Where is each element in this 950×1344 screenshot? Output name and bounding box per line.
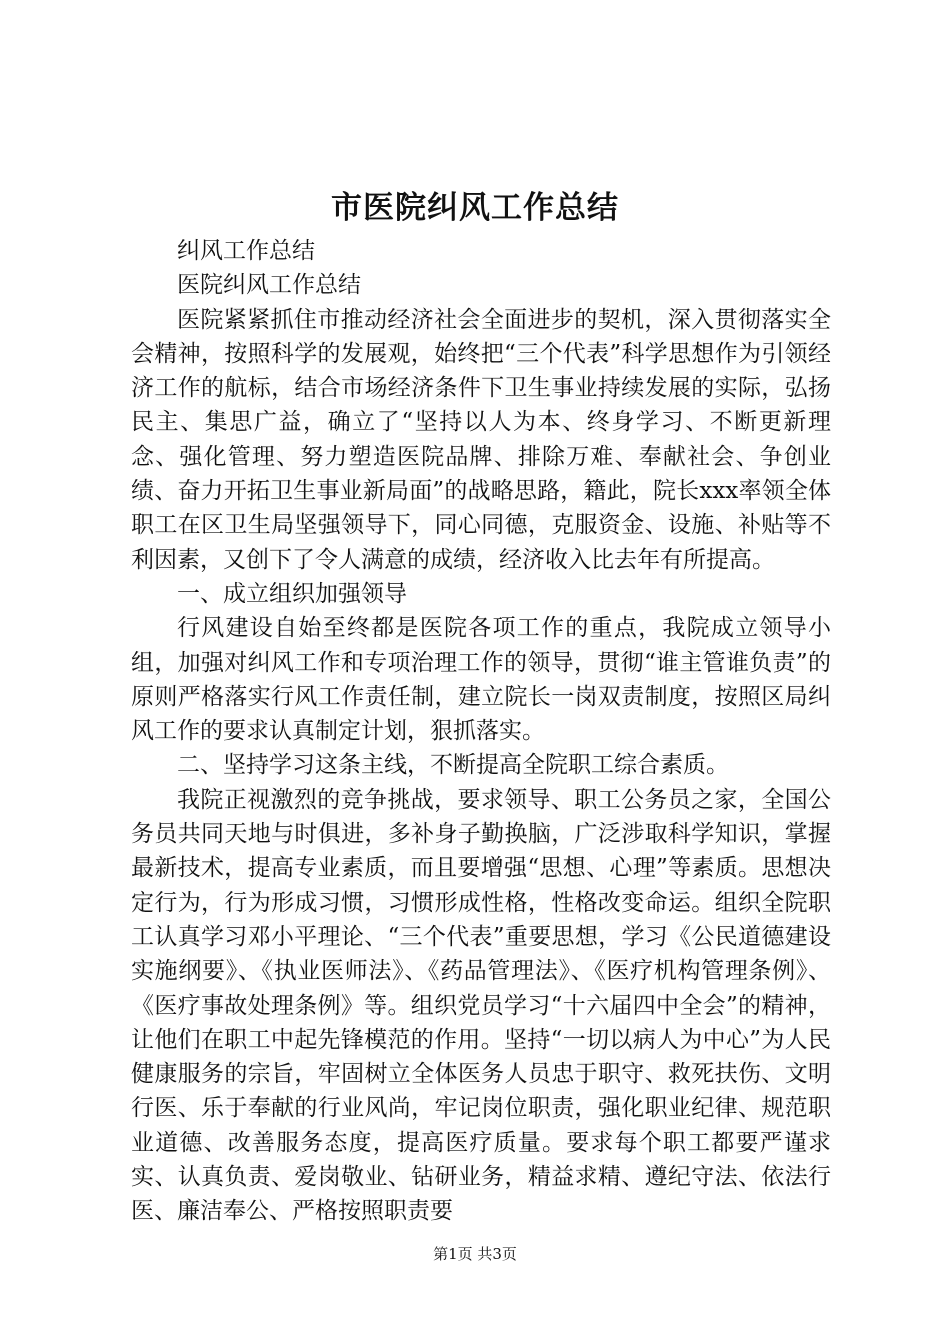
- paragraph-section-2: 我院正视激烈的竞争挑战，要求领导、职工公务员之家，全国公务员共同天地与时俱进，多补身子勤换脑，广泛涉取科学知识，掌握最新技术，提高专业素质，而且要增强“思想、心理”等素质。思想决定行为，行为形成习惯，习惯形成性格，性格改变命运。组织全院职工认真学习邓小平理论、“三个代表”重要思想，学习《公民道德建设实施纲要》、《执业医师法》、《药品管理法》、《医疗机构管理条例》、《医疗事故处理条例》等。组织党员学习“十六届四中全会”的精神，让他们在职工中起先锋模范的作用。坚持“一切以病人为中心”为人民健康服务的宗旨，牢固树立全体医务人员忠于职守、救死扶伤、文明行医、乐于奉献的行业风尚，牢记岗位职责，强化职业纪律、规范职业道德、改善服务态度，提高医疗质量。要求每个职工都要严谨求实、认真负责、爱岗敬业、钻研业务，精益求精、遵纪守法、依法行医、廉洁奉公、严格按照职责要: [131, 786, 831, 1225]
- section-heading-2: 二、坚持学习这条主线，不断提高全院职工综合素质。: [177, 752, 729, 779]
- paragraph-subtitle-1: 纠风工作总结: [177, 238, 315, 264]
- paragraph-section-1: 行风建设自始至终都是医院各项工作的重点，我院成立领导小组，加强对纠风工作和专项治理工作的领导，贯彻“谁主管谁负责”的原则严格落实行风工作责任制，建立院长一岗双责制度，按照区局纠风工作的要求认真制定计划，狠抓落实。: [131, 615, 831, 745]
- paragraph-subtitle-2: 医院纠风工作总结: [177, 272, 361, 299]
- paragraph-intro: 医院紧紧抓住市推动经济社会全面进步的契机，深入贯彻落实全会精神，按照科学的发展观，始终把“三个代表”科学思想作为引领经济工作的航标，结合市场经济条件下卫生事业持续发展的实际，弘扬民主、集思广益，确立了“坚持以人为本、终身学习、不断更新理念、强化管理、努力塑造医院品牌、排除万难、奉献社会、争创业绩、奋力开拓卫生事业新局面”的战略思路，籍此，院长xxx率领全体职工在区卫生局坚强领导下，同心同德，克服资金、设施、补贴等不利因素，又创下了令人满意的成绩，经济收入比去年有所提高。: [131, 306, 831, 573]
- document-title: 市医院纠风工作总结: [331, 190, 619, 226]
- document-body: [131, 234, 831, 1229]
- section-heading-1: 一、成立组织加强领导: [177, 580, 407, 607]
- page-number-footer: 第1页 共3页: [433, 1245, 517, 1263]
